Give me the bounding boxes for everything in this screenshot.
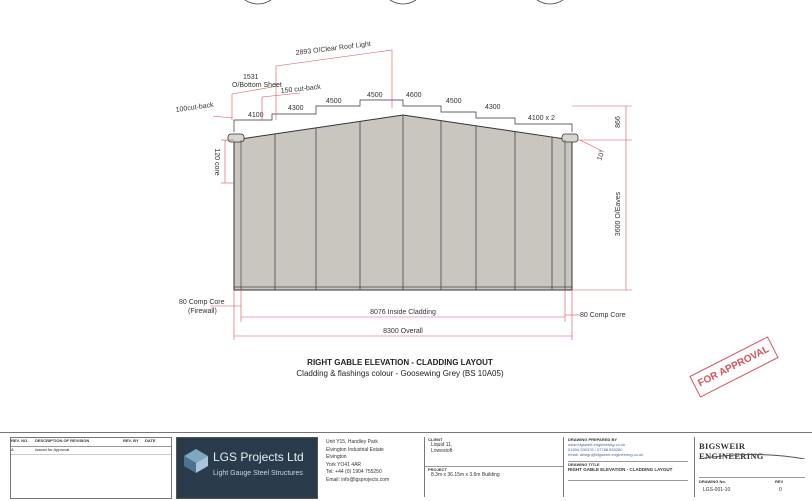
top-frame-marks — [245, 0, 563, 4]
drawing-title-label: DRAWING TITLE — [568, 462, 600, 467]
left-core-dim: 80 Comp Core — [179, 299, 225, 306]
drawing-info-box — [568, 437, 688, 497]
rev-date-header: DATE — [145, 438, 156, 443]
left-eaves-gutter — [228, 134, 244, 142]
core-120-dim: 120 core — [213, 148, 220, 176]
address-line: Elvington Industrial Estate — [326, 446, 384, 453]
bridge-logo-icon — [699, 453, 805, 459]
company-name: LGS Projects Ltd — [213, 450, 304, 464]
client-project-box — [424, 437, 564, 497]
title-block — [0, 432, 812, 501]
rev-value: 0 — [779, 487, 782, 493]
prepared-website: www.bigsweir-engineering.co.uk — [568, 442, 626, 447]
rev-no: A — [11, 447, 14, 452]
sheet-width-label: 4600 — [406, 92, 422, 99]
drawing-number: LGS-001-10 — [703, 487, 731, 493]
title-block-drawing-title: RIGHT GABLE ELEVATION - CLADDING LAYOUT — [568, 467, 673, 472]
left-core-note: (Firewall) — [188, 308, 217, 315]
right-eaves-gutter — [562, 134, 578, 142]
drawing-title: RIGHT GABLE ELEVATION - CLADDING LAYOUT — [307, 358, 493, 367]
bottom-sheet-label: O/Bottom Sheet — [232, 82, 282, 89]
cutback-100-dim: 100cut-back — [175, 101, 215, 114]
sheet-width-label: 4500 — [326, 98, 342, 105]
company-tagline: Light Gauge Steel Structures — [213, 470, 303, 477]
client-location: Lowestoft — [431, 448, 453, 454]
client-label: CLIENT — [428, 437, 443, 442]
pitch-dim: 10° — [596, 149, 607, 162]
address-line: Tel: +44 (0) 1904 755250 — [326, 469, 382, 475]
engineer-box — [694, 437, 809, 497]
sheet-width-label: 4300 — [288, 105, 304, 112]
bottom-sheet-value: 1531 — [243, 74, 259, 81]
prepared-by-label: DRAWING PREPARED BY — [568, 437, 618, 442]
cutback-150-dim: 150 cut-back — [280, 83, 322, 95]
address-line: Elvington — [326, 454, 347, 460]
prepared-email: email: design@bigsweir-engineering.co.uk — [568, 452, 644, 457]
engineer-brand: BIGSWEIR ENGINEERING — [699, 441, 764, 461]
rev-by-header: REV. BY — [123, 438, 139, 443]
prepared-phone: 01594 530376 / 07788 845280 — [568, 447, 623, 452]
rev-desc: Issued for Approval — [35, 447, 70, 452]
lgs-logo-icon — [183, 448, 209, 474]
client-name: Liquid 11, — [431, 442, 453, 448]
rev-desc-header: DESCRIPTION OF REVISION — [35, 438, 90, 443]
company-address — [326, 439, 418, 484]
roof-light-dim: 2893 O/Clear Roof Light — [295, 40, 372, 57]
sheet-width-label: 4100 x 2 — [528, 115, 555, 122]
revision-table — [10, 437, 172, 499]
revision-row — [11, 447, 171, 455]
company-logo-box — [176, 437, 318, 499]
right-core-dim: 80 Comp Core — [580, 312, 626, 319]
address-line: York YO41 4AR — [326, 461, 362, 468]
project-name: 8.3m x 36.15m x 3.6m Building — [431, 472, 500, 478]
overall-dim: 8300 Overall — [383, 328, 423, 335]
gable-cladding — [228, 115, 578, 290]
sheet-width-label: 4500 — [367, 92, 383, 99]
drawing-subtitle: Cladding & flashings colour - Goosewing Grey (BS 10A05) — [296, 369, 504, 378]
address-line: Unit Y15, Handley Park — [326, 439, 378, 445]
eaves-height-dim: 3600 O/Eaves — [615, 191, 622, 237]
inside-cladding-dim: 8076 Inside Cladding — [370, 309, 436, 316]
rev-no-header: REV. NO. — [11, 438, 29, 443]
sheet-width-label: 4500 — [446, 98, 462, 105]
project-label: PROJECT — [428, 467, 447, 472]
revision-header-row — [11, 438, 171, 447]
rev-label: REV — [775, 479, 784, 484]
drawing-no-label: DRAWING No. — [699, 479, 726, 484]
address-line: Email: info@lgsprojects.com — [326, 476, 390, 483]
sheet-width-label: 4100 — [248, 112, 264, 119]
ridge-height-dim: 866 — [615, 116, 622, 128]
approval-stamp: FOR APPROVAL — [689, 336, 778, 397]
sheet-width-label: 4300 — [485, 104, 501, 111]
